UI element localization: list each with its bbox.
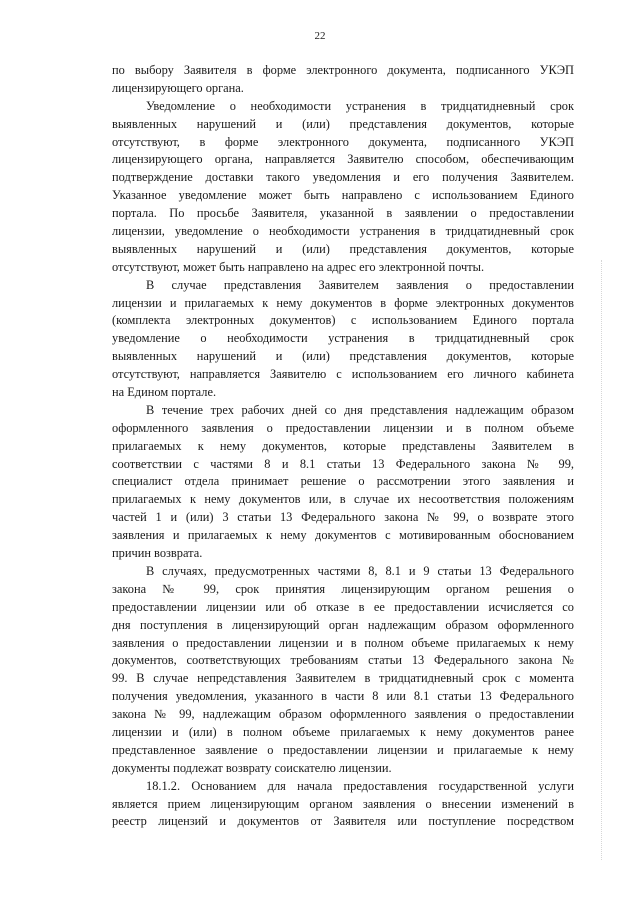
text-line: лицензии, уведомление о необходимости устранения в тридцатидневный срок: [112, 224, 574, 239]
text-line: прилагаемых к нему документов или, в случае их несоответствия положениям: [112, 492, 574, 507]
text-line: В течение трех рабочих дней со дня представления надлежащим образом: [146, 402, 574, 417]
text-line: закона № 99, надлежащим образом оформленного заявления о предоставлении: [112, 707, 574, 722]
text-line: (комплекта электронных документов) с использованием Единого портала: [112, 313, 574, 328]
scan-margin-artifact: [600, 260, 602, 860]
text-line: 18.1.2. Основанием для начала предоставления государственной услуги: [146, 778, 574, 793]
text-line: на Едином портале.: [112, 385, 217, 400]
text-line: выявленных нарушений и (или) представления документов, которые: [112, 116, 574, 131]
text-line: предоставлении лицензии или об отказе в ее предоставлении исчисляется со: [112, 599, 574, 614]
text-line: дня поступления в лицензирующий орган надлежащим образом оформленного: [112, 617, 574, 632]
text-line: лицензирующего органа.: [112, 80, 244, 95]
text-line: реестр лицензий и документов от Заявителя или поступление посредством: [112, 814, 574, 829]
text-line: соответствии с частями 8 и 8.1 статьи 13 Федерального закона № 99,: [112, 456, 574, 471]
text-line: отсутствуют, может быть направлено на адрес его электронной почты.: [112, 259, 485, 274]
text-line: заявления и прилагаемых к нему документов с мотивированным обоснованием: [112, 528, 574, 543]
text-line: причин возврата.: [112, 546, 203, 561]
text-line: лицензии и (или) в полном объеме прилагаемых к нему документов ранее: [112, 724, 574, 739]
text-line: по выбору Заявителя в форме электронного документа, подписанного УКЭП: [112, 63, 574, 77]
text-line: прилагаемых к нему документов, которые представлены Заявителем в: [112, 438, 574, 453]
text-line: частей 1 и (или) 3 статьи 13 Федерального закона № 99, о возврате этого: [112, 510, 574, 525]
text-line: документов, соответствующих требованиям статьи 13 Федерального закона №: [112, 653, 574, 668]
page-number: 22: [314, 30, 326, 42]
text-line: оформленного заявления о предоставлении лицензии и в полном объеме: [112, 420, 574, 435]
text-line: отсутствуют, в форме электронного документа, подписанного УКЭП: [112, 134, 574, 149]
text-line: является прием лицензирующим органом заявления о внесении изменений в: [112, 796, 574, 811]
text-line: В случае представления Заявителем заявления о предоставлении: [146, 277, 574, 292]
text-line: Уведомление о необходимости устранения в тридцатидневный срок: [146, 98, 574, 113]
text-line: Указанное уведомление может быть направлено с использованием Единого: [112, 188, 574, 203]
text-line: уведомление о необходимости устранения в тридцатидневный срок: [112, 331, 574, 346]
document-body: [112, 62, 574, 831]
text-line: представленное заявление о предоставлении лицензии и прилагаемые к нему: [112, 742, 574, 757]
text-line: 99. В случае непредставления Заявителем в тридцатидневный срок с момента: [112, 671, 574, 686]
text-line: портала. По просьбе Заявителя, указанной в заявлении о предоставлении: [112, 206, 574, 221]
text-line: получения уведомления, указанного в части 8 или 8.1 статьи 13 Федерального: [112, 689, 574, 704]
text-line: специалист отдела принимает решение о рассмотрении этого заявления и: [112, 474, 574, 489]
text-line: В случаях, предусмотренных частями 8, 8.1 и 9 статьи 13 Федерального: [146, 563, 574, 578]
text-line: документы подлежат возврату соискателю лицензии.: [112, 760, 392, 775]
text-line: заявления о предоставлении лицензии и в полном объеме прилагаемых к нему: [112, 635, 574, 650]
text-line: лицензирующего органа, направляется Заявителю способом, обеспечивающим: [112, 152, 574, 167]
text-line: подтверждение доставки такого уведомления и его получения Заявителем.: [112, 170, 574, 185]
text-line: закона № 99, срок принятия лицензирующим органом решения о: [112, 581, 574, 596]
text-line: лицензии и прилагаемых к нему документов в форме электронных документов: [112, 295, 574, 310]
text-line: выявленных нарушений и (или) представления документов, которые: [112, 349, 574, 364]
text-line: выявленных нарушений и (или) представления документов, которые: [112, 241, 574, 256]
text-line: отсутствуют, направляется Заявителю с использованием его личного кабинета: [112, 367, 574, 382]
